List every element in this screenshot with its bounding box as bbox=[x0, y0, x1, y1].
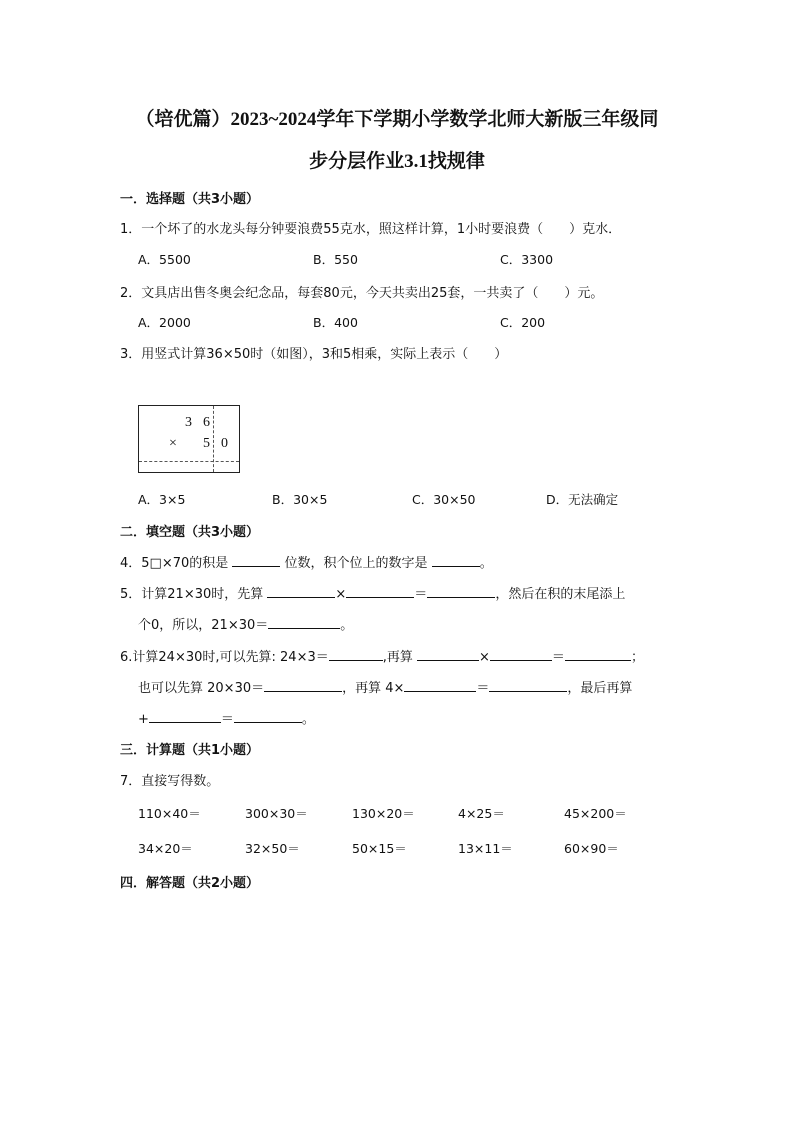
q2-option-b: B．400 bbox=[313, 315, 358, 330]
q1-option-b: B．550 bbox=[313, 252, 358, 267]
q5-blank-4[interactable] bbox=[268, 615, 340, 629]
q6-blank-9[interactable] bbox=[234, 709, 302, 723]
q6-blank-7[interactable] bbox=[489, 678, 567, 692]
figure-dashed-horizontal-line bbox=[139, 461, 239, 462]
question-1: 1．一个坏了的水龙头每分钟要浪费55克水，照这样计算，1小时要浪费（ ）克水． bbox=[120, 222, 622, 237]
question-3: 3．用竖式计算36×50时（如图），3和5相乘，实际上表示（ ） bbox=[120, 347, 508, 362]
calc-item: 130×20＝ bbox=[352, 806, 415, 821]
section-1-heading: 一．选择题（共3小题） bbox=[120, 192, 260, 207]
q3-option-a: A．3×5 bbox=[138, 492, 186, 507]
calc-item: 34×20＝ bbox=[138, 841, 193, 856]
q6-blank-3[interactable] bbox=[490, 647, 552, 661]
calc-item: 110×40＝ bbox=[138, 806, 201, 821]
figure-times-sign: × bbox=[169, 436, 177, 451]
figure-digit-0: 0 bbox=[221, 436, 228, 451]
figure-digit-3: 3 bbox=[185, 415, 192, 430]
q1-option-c: C．3300 bbox=[500, 252, 554, 267]
q5-blank-1[interactable] bbox=[267, 584, 335, 598]
figure-digit-5: 5 bbox=[203, 436, 210, 451]
question-6-line3: + ＝ 。 bbox=[138, 708, 315, 727]
q3-option-c: C．30×50 bbox=[412, 492, 476, 507]
section-4-heading: 四．解答题（共2小题） bbox=[120, 876, 260, 891]
vertical-multiplication-figure bbox=[138, 405, 240, 473]
question-4: 4．5□×70的积是 位数，积个位上的数字是 。 bbox=[120, 552, 493, 571]
calc-item: 13×11＝ bbox=[458, 841, 513, 856]
q6-blank-4[interactable] bbox=[565, 647, 631, 661]
q1-option-a: A．5500 bbox=[138, 252, 191, 267]
q6-blank-8[interactable] bbox=[149, 709, 221, 723]
q6-blank-6[interactable] bbox=[404, 678, 476, 692]
q4-blank-2[interactable] bbox=[432, 553, 480, 567]
question-7: 7．直接写得数。 bbox=[120, 774, 220, 789]
question-5-line1: 5．计算21×30时，先算 × ＝ ，然后在积的末尾添上 bbox=[120, 583, 625, 602]
figure-digit-6: 6 bbox=[203, 415, 210, 430]
calc-item: 50×15＝ bbox=[352, 841, 407, 856]
calc-item: 32×50＝ bbox=[245, 841, 300, 856]
calc-item: 300×30＝ bbox=[245, 806, 308, 821]
q6-blank-5[interactable] bbox=[264, 678, 342, 692]
question-5-line2: 个0，所以，21×30＝ 。 bbox=[138, 614, 353, 633]
figure-dashed-vertical-line bbox=[213, 406, 214, 472]
section-3-heading: 三．计算题（共1小题） bbox=[120, 743, 260, 758]
q3-option-b: B．30×5 bbox=[272, 492, 328, 507]
calc-item: 45×200＝ bbox=[564, 806, 627, 821]
calc-item: 60×90＝ bbox=[564, 841, 619, 856]
q6-blank-1[interactable] bbox=[329, 647, 383, 661]
q6-blank-2[interactable] bbox=[417, 647, 479, 661]
q5-blank-3[interactable] bbox=[427, 584, 495, 598]
question-2: 2．文具店出售冬奥会纪念品，每套80元，今天共卖出25套，一共卖了（ ）元。 bbox=[120, 286, 604, 301]
question-6-line1: 6.计算24×30时,可以先算: 24×3＝ ,再算 × ＝ ； bbox=[120, 646, 644, 665]
doc-title-line2: 步分层作业3.1找规律 bbox=[309, 151, 485, 172]
q4-blank-1[interactable] bbox=[232, 553, 280, 567]
q2-option-c: C．200 bbox=[500, 315, 546, 330]
calc-item: 4×25＝ bbox=[458, 806, 505, 821]
q3-option-d: D．无法确定 bbox=[546, 492, 619, 507]
q2-option-a: A．2000 bbox=[138, 315, 191, 330]
question-6-line2: 也可以先算 20×30＝ ，再算 4× ＝ ，最后再算 bbox=[138, 677, 632, 696]
section-2-heading: 二．填空题（共3小题） bbox=[120, 525, 260, 540]
q5-blank-2[interactable] bbox=[346, 584, 414, 598]
doc-title-line1: （培优篇）2023~2024学年下学期小学数学北师大新版三年级同 bbox=[135, 109, 659, 130]
